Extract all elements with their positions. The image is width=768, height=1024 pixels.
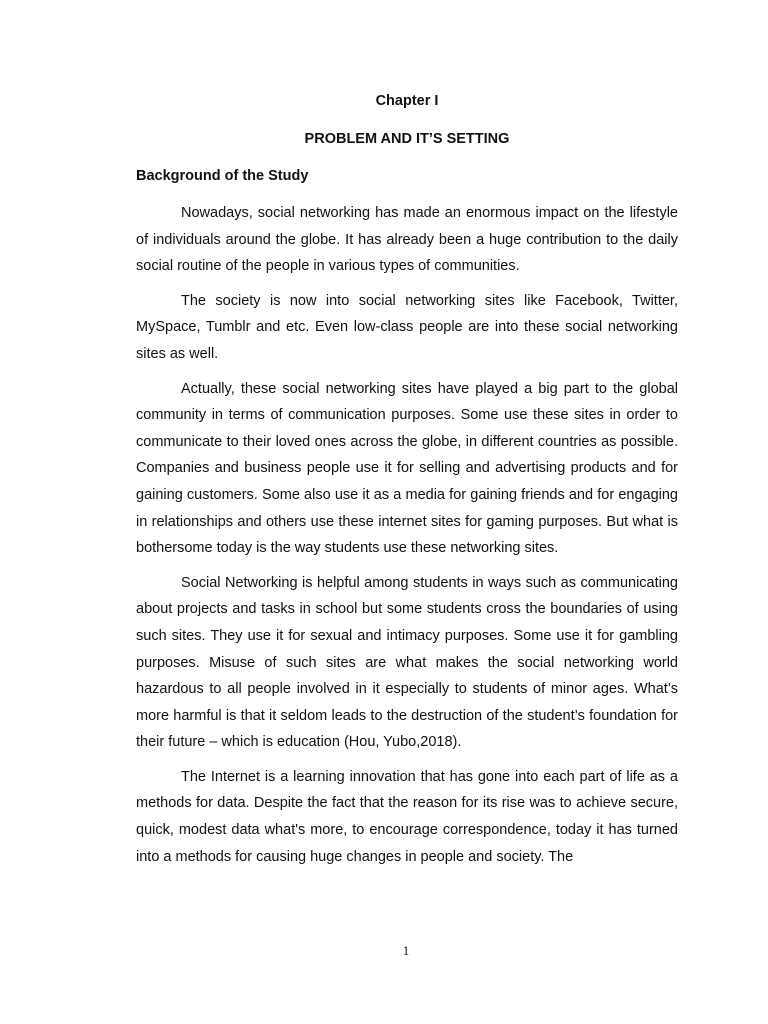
chapter-label: Chapter I xyxy=(375,93,439,109)
page-number: 1 xyxy=(402,943,410,958)
chapter-title: PROBLEM AND IT’S SETTING xyxy=(304,131,510,147)
section-heading: Background of the Study xyxy=(136,168,309,184)
paragraph-2: The society is now into social networking sites like Facebook, Twitter, MySpace, Tumblr and etc. Even low-class people are into these social networking sites as well. xyxy=(136,292,678,362)
paragraph-5: The Internet is a learning innovation that has gone into each part of life as a methods for data. Despite the fact that the reason for its rise was to achieve secure, quick, modest data what's more, to encourage correspondence, today it has turned into a methods for causing huge changes in people and society. The xyxy=(136,768,678,865)
body-text xyxy=(136,200,678,878)
paragraph-1: Nowadays, social networking has made an enormous impact on the lifestyle of individuals around the globe. It has already been a huge contribution to the daily social routine of the people in various types of communities. xyxy=(136,205,678,275)
paragraph-3: Actually, these social networking sites have played a big part to the global community in terms of communication purposes. Some use these sites in order to communicate to their loved ones across the globe, in different countries as possible. Companies and business people use it for selling and advertising products and for gaining customers. Some also use it as a media for gaining friends and for engaging in relationships and others use these internet sites for gaming purposes. But what is bothersome today is the way students use these networking sites. xyxy=(136,380,678,557)
paragraph-4: Social Networking is helpful among students in ways such as communicating about projects and tasks in school but some students cross the boundaries of using such sites. They use it for sexual and intimacy purposes. Some use it for gambling purposes. Misuse of such sites are what makes the social networking world hazardous to all people involved in it especially to students of minor ages. What’s more harmful is that it seldom leads to the destruction of the student’s foundation for their future – which is education (Hou, Yubo,2018). xyxy=(136,574,678,751)
